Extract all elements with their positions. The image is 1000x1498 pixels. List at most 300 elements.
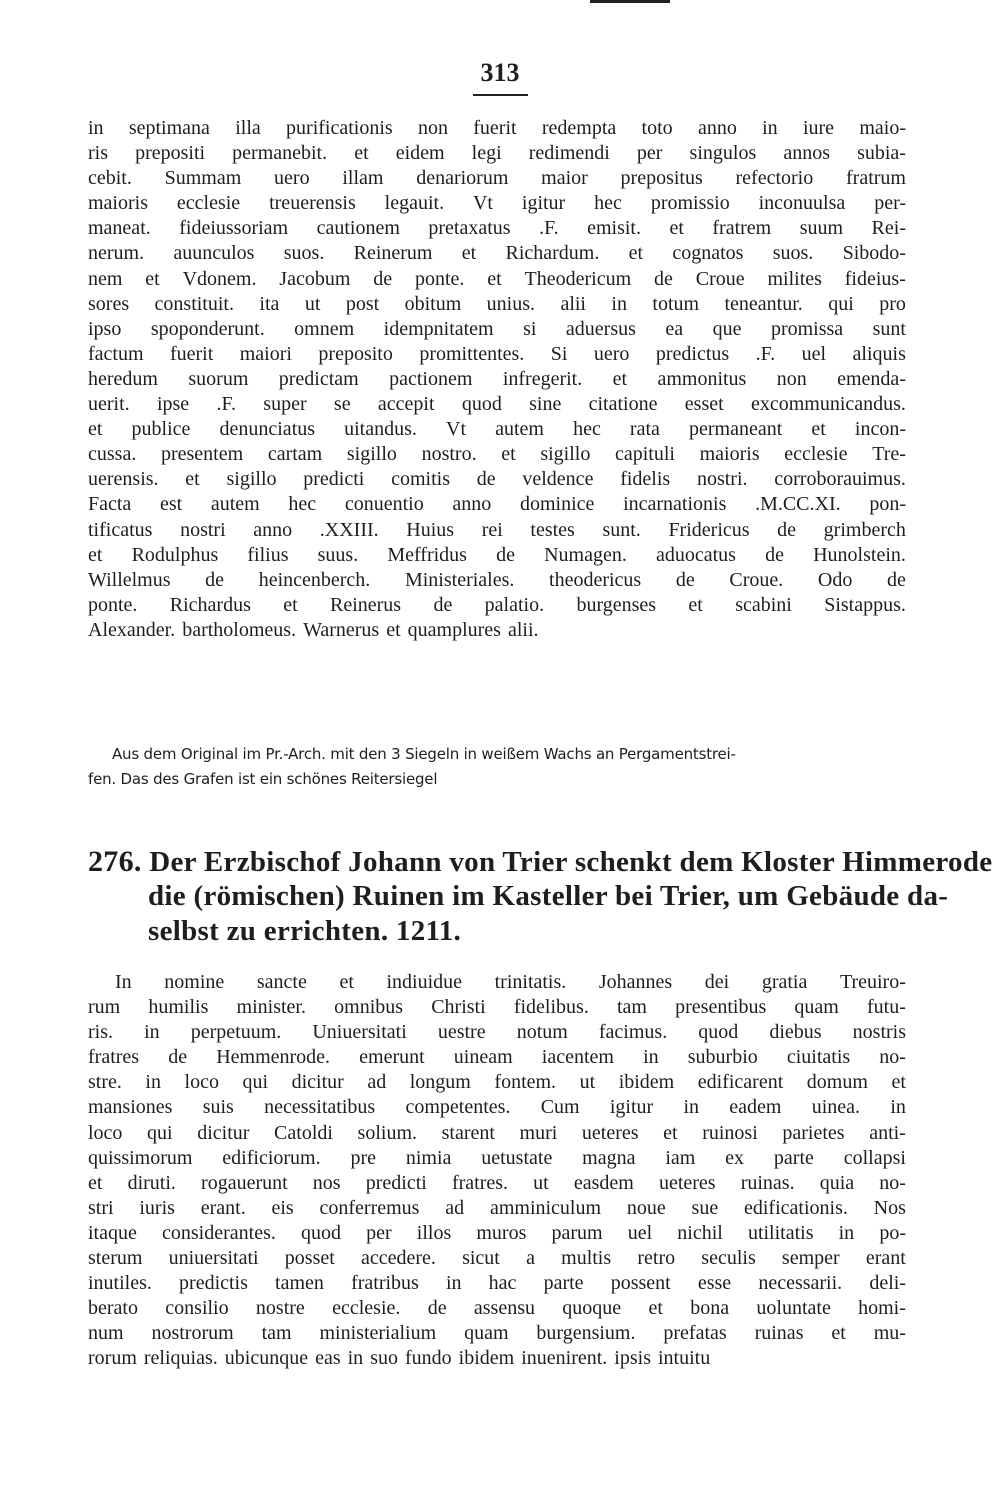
word: tam	[261, 1322, 292, 1345]
word: muri	[519, 1121, 558, 1144]
word: et	[811, 418, 826, 441]
word: ammonitus	[657, 367, 747, 390]
word: uineam	[453, 1046, 513, 1069]
word: qui	[242, 1071, 269, 1094]
word: multis	[561, 1247, 612, 1270]
word: predicti	[303, 468, 365, 491]
word: obitum	[404, 292, 462, 315]
word: hec	[288, 493, 317, 516]
word: Hunolstein.	[813, 543, 906, 566]
word: no-	[879, 1171, 906, 1194]
word: preposito	[318, 342, 393, 365]
charter-text-continued	[88, 116, 906, 643]
word: ruinas	[754, 1322, 804, 1345]
word: seculis	[701, 1247, 756, 1270]
top-rule	[590, 0, 670, 3]
word: igitur	[521, 192, 566, 215]
word: sigillo	[226, 468, 277, 491]
word: nomine	[164, 971, 225, 993]
word: toto	[641, 117, 673, 139]
word: noue	[626, 1196, 666, 1219]
word: tamen	[275, 1272, 324, 1295]
word: ecclesie	[176, 192, 241, 215]
page-number-text: 313	[473, 58, 528, 96]
word: qui	[147, 1121, 173, 1144]
word: stre.	[88, 1071, 122, 1094]
word: uel	[627, 1221, 653, 1244]
word: fontem.	[494, 1071, 557, 1094]
word: alii	[560, 292, 586, 315]
word: quam	[794, 996, 839, 1019]
source-note	[88, 742, 906, 792]
word: cussa.	[88, 443, 137, 466]
word: alii.	[507, 618, 539, 641]
word: fratres	[88, 1046, 140, 1069]
word: in	[890, 1096, 906, 1119]
word: et	[628, 242, 644, 265]
text-line	[88, 442, 906, 467]
word: capituli	[614, 443, 675, 466]
word: septimana	[128, 117, 210, 139]
word: Tre-	[872, 443, 906, 466]
word: esset	[684, 393, 724, 416]
word: diruti.	[127, 1171, 176, 1194]
word: ipsis	[614, 1347, 651, 1370]
word: retro	[637, 1247, 676, 1270]
word: et	[663, 1121, 678, 1144]
word: anno	[452, 493, 492, 516]
word: domum	[806, 1071, 868, 1094]
word: eis	[271, 1196, 294, 1219]
text-line	[88, 1346, 906, 1371]
word: dominice	[519, 493, 595, 516]
text-line	[88, 317, 906, 342]
word: filius	[247, 543, 289, 566]
word: est	[159, 493, 183, 516]
source-note-line: Aus dem Original im Pr.-Arch. mit den 3 Siegeln in weißem Wachs an Pergamentstrei-	[112, 745, 736, 763]
word: Odo	[817, 568, 853, 591]
word: prepositus	[620, 167, 703, 190]
text-line	[88, 618, 906, 643]
word: esse	[697, 1272, 732, 1295]
text-line	[88, 543, 906, 568]
word: diebus	[769, 1021, 822, 1044]
word: permanebit.	[232, 142, 328, 165]
word: nerum.	[88, 242, 145, 265]
word: possent	[610, 1272, 671, 1295]
word: pactionem	[389, 367, 473, 390]
word: deli-	[869, 1272, 906, 1295]
word: inuenirent.	[521, 1347, 608, 1370]
word: Hemmenrode.	[216, 1046, 331, 1069]
word: nostri.	[696, 468, 748, 491]
word: cebit.	[88, 167, 132, 190]
word: bona	[690, 1297, 730, 1320]
text-line	[88, 141, 906, 166]
word: super	[263, 393, 307, 416]
word: burgenses	[576, 593, 657, 616]
text-line	[88, 367, 906, 392]
word: ponte.	[88, 593, 138, 616]
word: Ministeriales.	[404, 568, 515, 591]
word: Facta	[88, 493, 132, 516]
word: illos	[416, 1221, 452, 1244]
word: num	[88, 1322, 124, 1345]
word: treuerensis	[269, 192, 356, 215]
word: parte	[543, 1272, 584, 1295]
word: in	[643, 1046, 659, 1069]
word: de	[654, 267, 673, 290]
word: sancte	[256, 971, 307, 993]
word: eidem	[395, 142, 445, 165]
word: quod	[698, 1021, 739, 1044]
word: sigillo	[346, 443, 397, 466]
word: edificarent	[697, 1071, 784, 1094]
word: ueteres	[581, 1121, 639, 1144]
word: fratres.	[451, 1171, 509, 1194]
word: factum	[88, 342, 144, 365]
text-line	[88, 1296, 906, 1321]
text-line	[88, 342, 906, 367]
word: denariorum	[416, 167, 509, 190]
word: singulos	[689, 142, 757, 165]
word: stri	[88, 1196, 114, 1219]
text-line	[88, 1171, 906, 1196]
word: sigillo	[540, 443, 591, 466]
word: eadem	[729, 1096, 782, 1119]
word: citatione	[588, 393, 658, 416]
word: de	[427, 1297, 447, 1320]
word: anno	[697, 117, 737, 139]
word: autem	[210, 493, 260, 516]
word: in	[445, 1272, 462, 1295]
word: trinitatis.	[494, 971, 567, 993]
word: et	[891, 1071, 906, 1094]
word: in	[762, 117, 778, 139]
word: parum	[551, 1221, 603, 1244]
word: et	[283, 593, 298, 616]
text-line	[88, 1321, 906, 1346]
word: se	[333, 393, 351, 416]
word: uero	[593, 342, 630, 365]
word: inconuulsa	[758, 192, 846, 215]
word: et	[145, 267, 160, 290]
word: Sibodo-	[842, 242, 906, 265]
word: assensu	[473, 1297, 535, 1320]
word: excommunicandus.	[750, 393, 906, 416]
word: ut	[304, 292, 321, 315]
word: anno	[253, 518, 293, 541]
word: Richardus	[169, 593, 251, 616]
word: necessitatibus	[264, 1096, 376, 1119]
word: scabini	[735, 593, 792, 616]
word: omnem	[294, 317, 355, 340]
word: fidelis	[620, 468, 671, 491]
word: facimus.	[598, 1021, 668, 1044]
charter-text-276	[88, 970, 906, 1372]
word: quamplures	[407, 618, 501, 641]
word: uinea.	[811, 1096, 861, 1119]
word: mansiones	[88, 1096, 173, 1119]
word: erant	[865, 1247, 906, 1270]
word: sunt	[872, 317, 906, 340]
word: in	[145, 1071, 161, 1094]
word: cartam	[267, 443, 323, 466]
word: ipso	[88, 317, 122, 340]
word: solium.	[357, 1121, 417, 1144]
word: conferremus	[319, 1196, 420, 1219]
word: milites	[767, 267, 822, 290]
word: rum	[88, 996, 121, 1019]
word: necessarii.	[758, 1272, 843, 1295]
word: et	[501, 443, 516, 466]
word: et	[88, 1171, 103, 1194]
word: quia	[819, 1171, 855, 1194]
word: de	[168, 1046, 188, 1069]
word: mu-	[873, 1322, 906, 1345]
word: Meffridus	[387, 543, 467, 566]
word: grimberch	[823, 518, 906, 541]
word: eas	[315, 1347, 341, 1370]
word: ciuitatis	[786, 1046, 851, 1069]
word: tificatus	[88, 518, 153, 541]
word: in	[144, 1021, 160, 1044]
word: berato	[88, 1297, 138, 1320]
word: redempta	[541, 117, 617, 139]
word: sine	[529, 393, 562, 416]
word: Theodericum	[524, 267, 632, 290]
word: ministerialium	[319, 1322, 437, 1345]
word: de	[777, 518, 797, 541]
word: non	[776, 367, 807, 390]
word: et	[487, 267, 502, 290]
word: dicitur	[197, 1121, 250, 1144]
word: Sistappus.	[824, 593, 906, 616]
source-note-line: fen. Das des Grafen ist ein schönes Reitersiegel	[88, 770, 438, 788]
word: auunculos	[173, 242, 255, 265]
word: dei	[704, 971, 730, 993]
word: loco	[88, 1121, 123, 1144]
word: predicti	[365, 1171, 427, 1194]
word: sunt.	[602, 518, 641, 541]
word: per	[366, 1221, 392, 1244]
word: ea	[665, 317, 684, 340]
word: per	[636, 142, 663, 165]
word: et	[386, 618, 401, 641]
word: heredum	[88, 367, 158, 390]
word: .F.	[539, 217, 559, 240]
word: testes	[530, 518, 575, 541]
word: incon-	[854, 418, 906, 441]
word: emerunt	[359, 1046, 425, 1069]
word: et	[831, 1322, 846, 1345]
text-line	[88, 492, 906, 517]
word: no-	[879, 1046, 906, 1069]
word: uniuersitati	[168, 1247, 259, 1270]
word: rata	[629, 418, 660, 441]
word: Alexander.	[88, 618, 176, 641]
word: rei	[481, 518, 503, 541]
text-line	[88, 1246, 906, 1271]
word: competentes.	[405, 1096, 511, 1119]
word: presentibus	[675, 996, 767, 1019]
word: pretaxatus	[428, 217, 511, 240]
word: reliquias.	[143, 1347, 218, 1370]
word: fratrum	[846, 167, 906, 190]
word: starent	[441, 1121, 495, 1144]
word: quoque	[562, 1297, 622, 1320]
word: sterum	[88, 1247, 143, 1270]
word: ecclesie.	[332, 1297, 401, 1320]
word: legauit.	[384, 192, 445, 215]
word: spoponderunt.	[150, 317, 265, 340]
word: Nos	[873, 1196, 906, 1219]
word: humilis	[148, 996, 209, 1019]
word: sores	[88, 292, 130, 315]
word: et	[461, 242, 477, 265]
text-line	[88, 1020, 906, 1045]
word: Willelmus	[88, 568, 171, 591]
word: suos.	[772, 242, 814, 265]
word: longum	[409, 1071, 471, 1094]
document-heading	[88, 844, 993, 949]
word: promissio	[650, 192, 730, 215]
word: bartholomeus.	[182, 618, 297, 641]
word: et	[354, 142, 369, 165]
word: suus.	[317, 543, 359, 566]
word: ex	[725, 1146, 745, 1169]
word: theodericus	[549, 568, 642, 591]
text-line	[88, 1070, 906, 1095]
word: inutiles.	[88, 1272, 152, 1295]
word: nostri	[180, 518, 226, 541]
word: suis	[202, 1096, 234, 1119]
word: predictis	[179, 1272, 248, 1295]
word: iacentem	[541, 1046, 614, 1069]
word: uoluntate	[756, 1297, 831, 1320]
word: in	[88, 117, 104, 139]
word: ubicunque	[224, 1347, 309, 1370]
word: .F.	[216, 393, 236, 416]
word: ad	[445, 1196, 465, 1219]
text-line	[88, 116, 906, 141]
document-title-line: Der Erzbischof Johann von Trier schenkt dem Kloster Himmerode	[149, 846, 993, 878]
word: non	[417, 117, 448, 139]
word: aduersus	[565, 317, 636, 340]
word: ibidem	[618, 1071, 675, 1094]
word: posset	[284, 1247, 335, 1270]
word: ruinas.	[740, 1171, 795, 1194]
word: Fridericus	[668, 518, 750, 541]
word: illa	[235, 117, 261, 139]
word: uetustate	[481, 1146, 553, 1169]
word: permaneant	[689, 418, 783, 441]
word: fratrem	[712, 217, 772, 240]
word: maiori	[239, 342, 292, 365]
word: fidelibus.	[513, 996, 589, 1019]
word: predictus	[655, 342, 730, 365]
word: suorum	[188, 367, 249, 390]
word: et	[612, 367, 628, 390]
word: prefatas	[663, 1322, 727, 1345]
word: rogauerunt	[201, 1171, 288, 1194]
text-line	[88, 970, 906, 995]
word: .M.CC.XI.	[755, 493, 841, 516]
word: Summam	[164, 167, 242, 190]
word: Vt	[472, 192, 493, 215]
word: Vt	[446, 418, 466, 441]
word: ris	[88, 142, 108, 165]
page-number	[0, 58, 1000, 96]
word: emenda-	[837, 367, 906, 390]
word: sicut	[462, 1247, 500, 1270]
text-line	[88, 292, 906, 317]
word: omnibus	[334, 996, 404, 1019]
document-number: 276.	[88, 845, 142, 878]
word: uitandus.	[344, 418, 417, 441]
word: loco	[184, 1071, 219, 1094]
word: illam	[342, 167, 384, 190]
word: in	[347, 1347, 364, 1370]
word: Rei-	[871, 217, 906, 240]
word: anti-	[869, 1121, 906, 1144]
word: maioris	[88, 192, 148, 215]
word: .F.	[755, 342, 776, 365]
word: magna	[582, 1146, 636, 1169]
word: denunciatus	[219, 418, 316, 441]
word: Catoldi	[274, 1121, 333, 1144]
word: per-	[874, 192, 906, 215]
word: muros	[476, 1221, 527, 1244]
word: uero	[274, 167, 310, 190]
word: et	[88, 543, 103, 566]
word: de	[433, 593, 453, 616]
text-line	[88, 467, 906, 492]
word: accepit	[377, 393, 435, 416]
word: comitis	[391, 468, 450, 491]
word: constituit.	[154, 292, 234, 315]
word: uerit.	[88, 393, 130, 416]
word: Treuiro-	[839, 971, 906, 993]
word: itaque	[88, 1221, 137, 1244]
word: fuerit	[169, 342, 214, 365]
word: presentem	[160, 443, 244, 466]
word: Cum	[540, 1096, 580, 1119]
word: ecclesie	[784, 443, 848, 466]
word: iam	[665, 1146, 696, 1169]
word: aduocatus	[655, 543, 736, 566]
word: de	[205, 568, 225, 591]
word: dicitur	[291, 1071, 344, 1094]
text-line	[88, 1271, 906, 1296]
word: suo	[370, 1347, 398, 1370]
word: fuerit	[473, 117, 517, 139]
word: nimia	[405, 1146, 452, 1169]
word: aliquis	[852, 342, 906, 365]
word: nem	[88, 267, 123, 290]
word: palatio.	[484, 593, 545, 616]
word: iure	[802, 117, 835, 139]
text-line	[88, 568, 906, 593]
word: in	[611, 292, 627, 315]
word: collapsi	[843, 1146, 906, 1169]
word: accedere.	[360, 1247, 436, 1270]
word: Warnerus	[303, 618, 380, 641]
text-line	[88, 191, 906, 216]
word: ris.	[88, 1021, 113, 1044]
word: subia-	[857, 142, 906, 165]
word: quod	[300, 1221, 341, 1244]
